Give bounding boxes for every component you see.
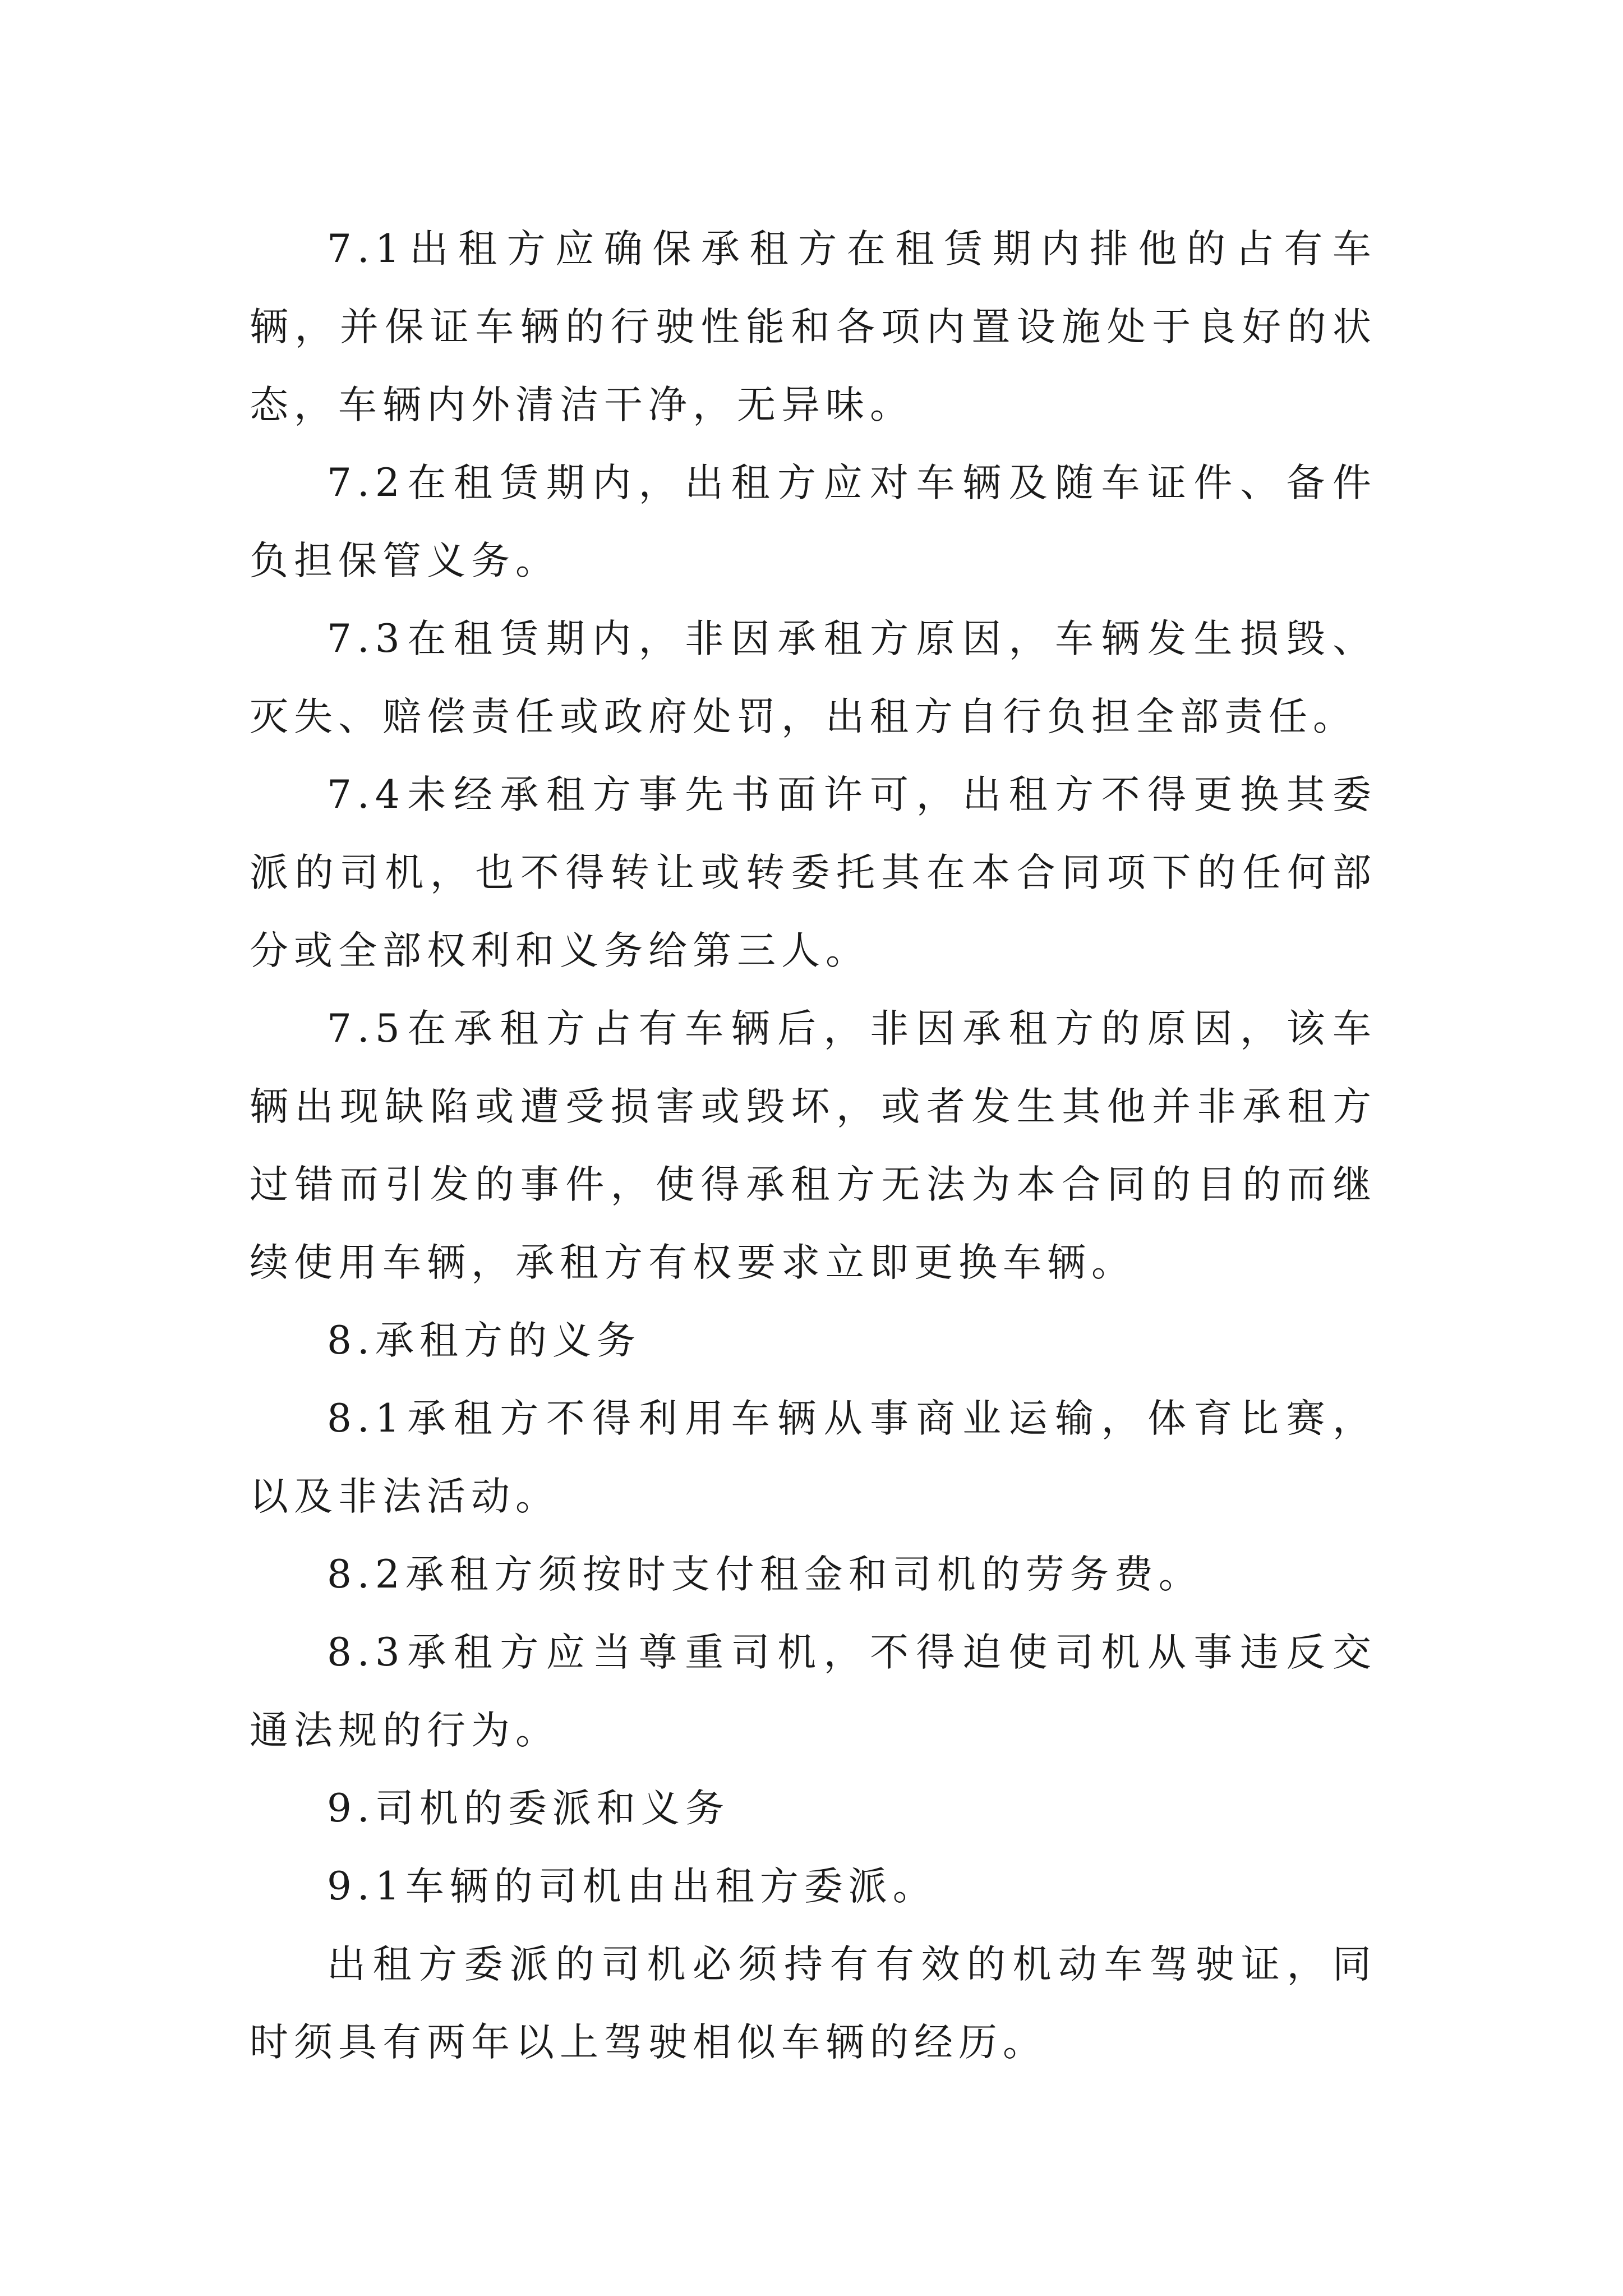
clause-7-1: 7.1出租方应确保承租方在租赁期内排他的占有车辆，并保证车辆的行驶性能和各项内置设施处于良好的状态，车辆内外清洁干净，无异味。 bbox=[250, 227, 1377, 427]
clause-7-4: 7.4未经承租方事先书面许可，出租方不得更换其委派的司机，也不得转让或转委托其在本合同项下的任何部分或全部权利和义务给第三人。 bbox=[250, 772, 1377, 973]
driver-requirements: 出租方委派的司机必须持有有效的机动车驾驶证，同时须具有两年以上驾驶相似车辆的经历。 bbox=[250, 1942, 1377, 2065]
clause-8-3: 8.3承租方应当尊重司机，不得迫使司机从事违反交通法规的行为。 bbox=[250, 1630, 1377, 1753]
contract-body bbox=[250, 210, 1377, 2082]
clause-7-2: 7.2在租赁期内，出租方应对车辆及随车证件、备件负担保管义务。 bbox=[250, 461, 1377, 583]
clause-9-1: 9.1车辆的司机由出租方委派。 bbox=[327, 1864, 937, 1909]
clause-8-1: 8.1承租方不得利用车辆从事商业运输，体育比赛，以及非法活动。 bbox=[250, 1396, 1377, 1519]
clause-7-3: 7.3在租赁期内，非因承租方原因，车辆发生损毁、灭失、赔偿责任或政府处罚，出租方自行负担全部责任。 bbox=[250, 616, 1377, 739]
clause-7-5: 7.5在承租方占有车辆后，非因承租方的原因，该车辆出现缺陷或遭受损害或毁坏，或者发生其他并非承租方过错而引发的事件，使得承租方无法为本合同的目的而继续使用车辆，承租方有权要求立即更换车辆。 bbox=[250, 1006, 1377, 1285]
clause-8-2: 8.2承租方须按时支付租金和司机的劳务费。 bbox=[327, 1552, 1203, 1597]
section-9-heading: 9.司机的委派和义务 bbox=[327, 1786, 730, 1831]
section-8-heading: 8.承租方的义务 bbox=[327, 1318, 641, 1363]
